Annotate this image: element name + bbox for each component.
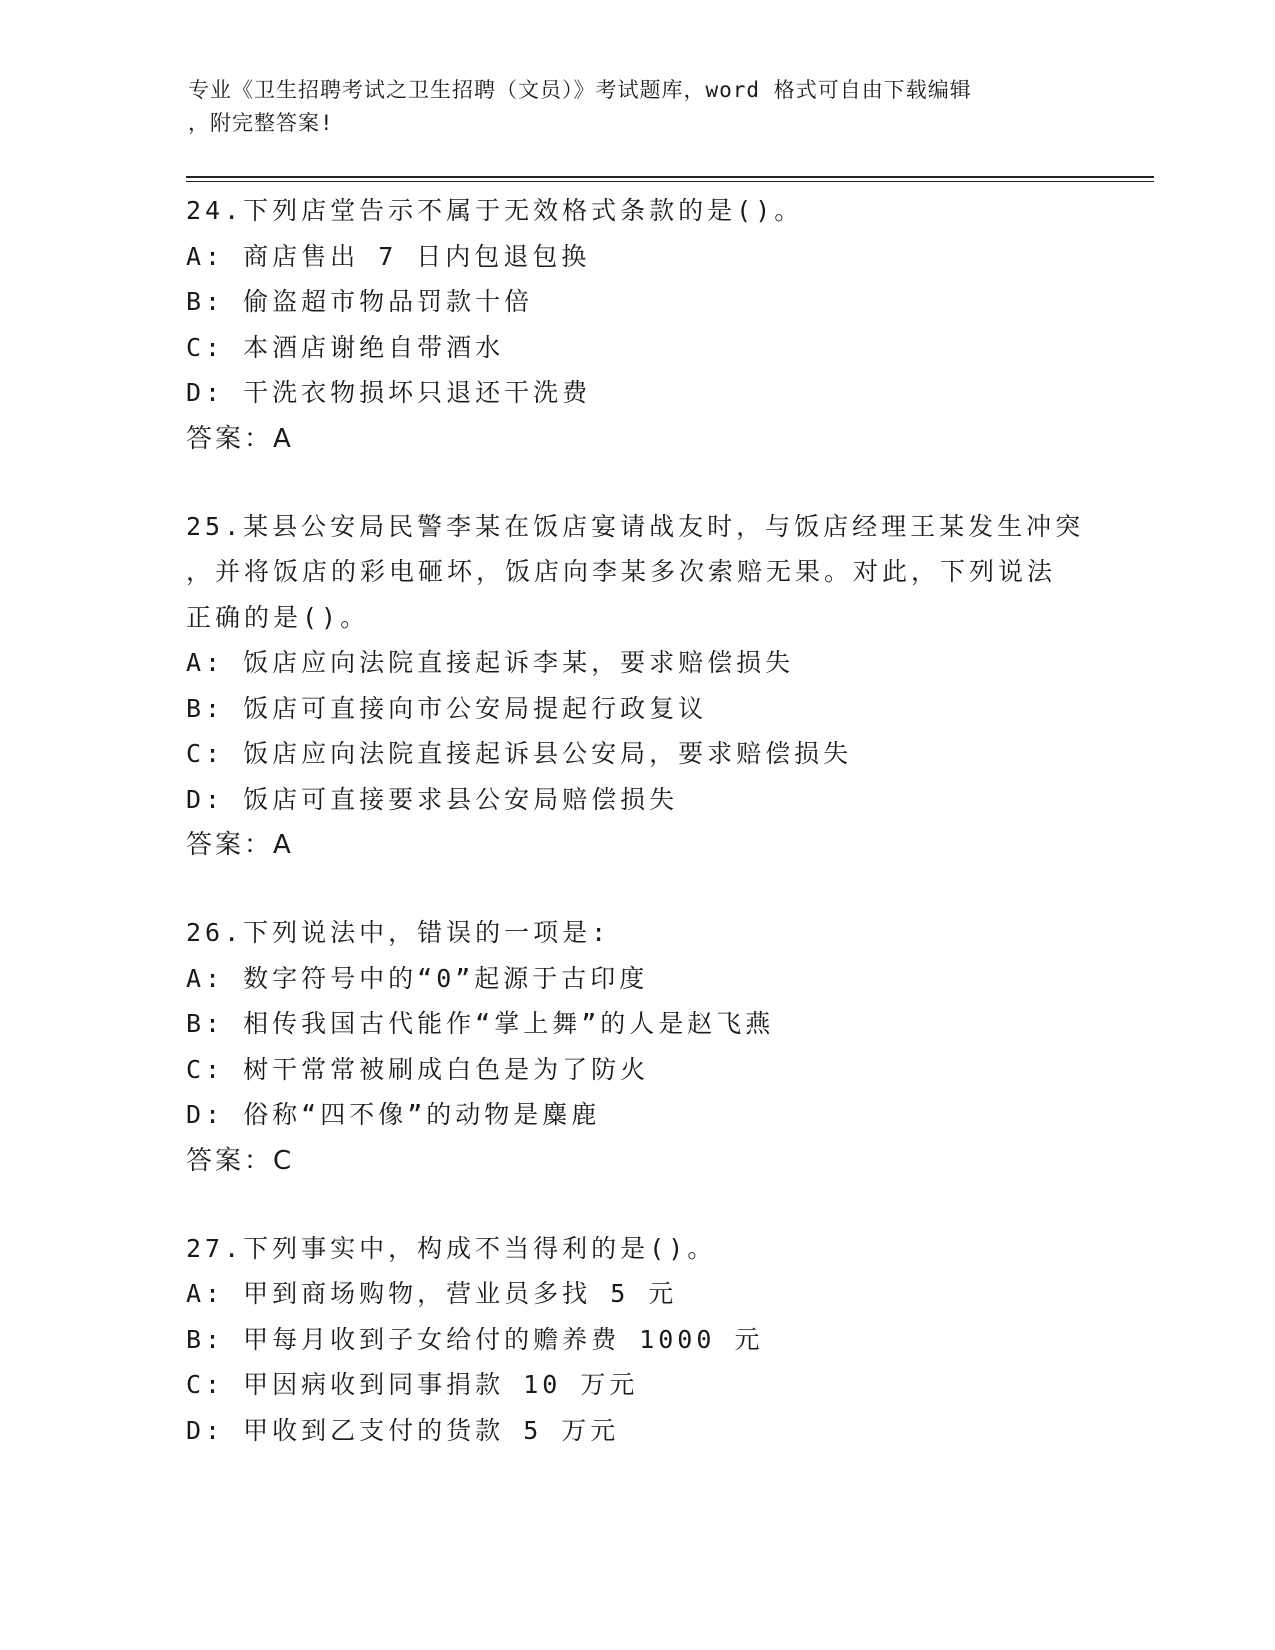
option-b: B: 偷盗超市物品罚款十倍 — [186, 287, 534, 316]
option-c: C: 甲因病收到同事捐款 10 万元 — [186, 1370, 639, 1399]
header-divider-thin — [186, 181, 1154, 182]
header-divider-thick — [186, 176, 1154, 178]
option-a: A: 商店售出 7 日内包退包换 — [186, 241, 591, 271]
answer-line: 答案：A — [186, 423, 294, 454]
option-d: D: 甲收到乙支付的货款 5 万元 — [186, 1415, 620, 1445]
question-stem-line: 27.下列事实中，构成不当得利的是()。 — [186, 1233, 717, 1263]
answer-line: 答案：C — [186, 1145, 295, 1176]
option-c: C: 饭店应向法院直接起诉县公安局，要求赔偿损失 — [186, 739, 853, 768]
question-list — [186, 188, 1086, 1495]
question-24 — [186, 188, 1086, 462]
option-b: B: 相传我国古代能作“掌上舞”的人是赵飞燕 — [186, 1009, 775, 1038]
question-stem-line: 25.某县公安局民警李某在饭店宴请战友时，与饭店经理王某发生冲突 — [186, 511, 1085, 541]
option-a: A: 数字符号中的“0”起源于古印度 — [186, 963, 649, 993]
option-a: A: 甲到商场购物，营业员多找 5 元 — [186, 1279, 678, 1308]
header-line-2: ，附完整答案! — [188, 111, 334, 135]
question-26 — [186, 910, 1086, 1184]
document-header — [188, 74, 1088, 140]
question-27 — [186, 1226, 1086, 1454]
option-c: C: 本酒店谢绝自带酒水 — [186, 332, 505, 362]
option-d: D: 俗称“四不像”的动物是麋鹿 — [186, 1100, 601, 1129]
option-d: D: 干洗衣物损坏只退还干洗费 — [186, 378, 592, 407]
option-b: B: 甲每月收到子女给付的赡养费 1000 元 — [186, 1324, 764, 1354]
option-d: D: 饭店可直接要求县公安局赔偿损失 — [186, 784, 679, 814]
option-c: C: 树干常常被刷成白色是为了防火 — [186, 1054, 650, 1084]
question-25 — [186, 504, 1086, 869]
question-stem-line: ，并将饭店的彩电砸坏，饭店向李某多次索赔无果。对此，下列说法 — [186, 557, 1057, 586]
option-a: A: 饭店应向法院直接起诉李某，要求赔偿损失 — [186, 648, 795, 677]
question-stem-line: 正确的是()。 — [186, 602, 370, 632]
question-stem-line: 24.下列店堂告示不属于无效格式条款的是()。 — [186, 196, 804, 225]
option-b: B: 饭店可直接向市公安局提起行政复议 — [186, 693, 708, 723]
header-line-1: 专业《卫生招聘考试之卫生招聘（文员）》考试题库，word 格式可自由下载编辑 — [188, 78, 972, 102]
question-stem-line: 26.下列说法中，错误的一项是: — [186, 918, 611, 947]
answer-line: 答案：A — [186, 830, 294, 860]
